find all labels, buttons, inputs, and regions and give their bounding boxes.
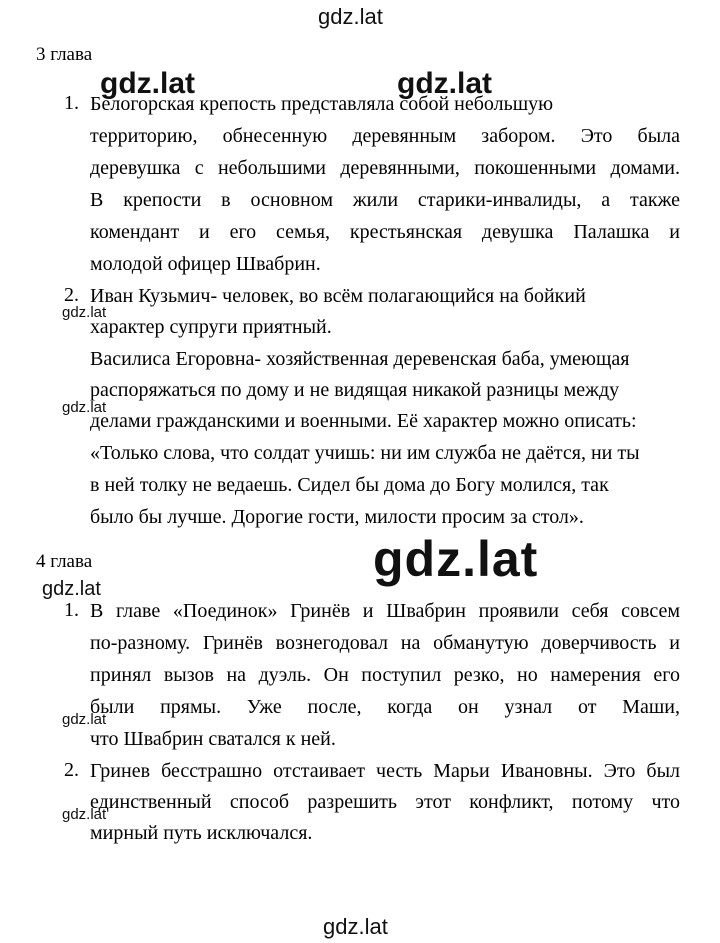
list-number: 1.: [64, 92, 79, 114]
watermark: gdz.lat: [318, 4, 383, 29]
text-line: «Только слова, что солдат учишь: ни им служба не даётся, ни ты: [90, 442, 640, 464]
watermark: gdz.lat: [323, 914, 388, 939]
watermark: gdz.lat: [62, 399, 107, 416]
text-line: по-разному. Гринёв вознегодовал на обманутую доверчивость и: [90, 632, 680, 654]
text-line: В главе «Поединок» Гринёв и Швабрин проявили себя совсем: [90, 600, 680, 622]
chapter-heading: 3 глава: [36, 44, 93, 65]
text-line: делами гражданскими и военными. Её характер можно описать:: [90, 410, 637, 432]
text-line: характер супруги приятный.: [90, 316, 332, 338]
list-number: 2.: [64, 284, 79, 306]
watermark: gdz.lat: [100, 67, 195, 100]
text-line: что Швабрин сватался к ней.: [90, 728, 336, 750]
list-number: 2.: [64, 759, 79, 781]
list-number: 1.: [64, 599, 79, 621]
text-line: В крепости в основном жили старики-инвалиды, а также: [90, 189, 680, 211]
text-line: Гринев бесстрашно отстаивает честь Марьи Ивановны. Это был: [90, 760, 680, 782]
text-line: молодой офицер Швабрин.: [90, 253, 321, 275]
text-line: в ней толку не ведаешь. Сидел бы дома до Богу молился, так: [90, 474, 609, 496]
watermark: gdz.lat: [42, 578, 101, 600]
text-line: деревушка с небольшими деревянными, покошенными домами.: [90, 157, 680, 179]
text-line: принял вызов на дуэль. Он поступил резко, но намерения его: [90, 664, 680, 686]
chapter-heading: 4 глава: [36, 551, 93, 572]
text-line: было бы лучше. Дорогие гости, милости просим за стол».: [90, 506, 584, 528]
text-line: комендант и его семья, крестьянская девушка Палашка и: [90, 221, 680, 243]
text-line: территорию, обнесенную деревянным забором. Это была: [90, 125, 680, 147]
text-line: Иван Кузьмич- человек, во всём полагающийся на бойкий: [90, 285, 586, 307]
watermark: gdz.lat: [62, 304, 107, 321]
text-line: распоряжаться по дому и не видящая никакой разницы между: [90, 379, 620, 401]
text-line: Василиса Егоровна- хозяйственная деревенская баба, умеющая: [90, 348, 630, 370]
text-line: были прямы. Уже после, когда он узнал от Маши,: [90, 696, 680, 718]
watermark: gdz.lat: [397, 67, 492, 100]
watermark: gdz.lat: [62, 806, 107, 823]
text-line: единственный способ разрешить этот конфликт, потому что: [90, 791, 680, 813]
watermark: gdz.lat: [62, 711, 107, 728]
watermark: gdz.lat: [373, 531, 539, 587]
text-line: мирный путь исключался.: [90, 822, 313, 844]
text-line: Белогорская крепость представляла собой небольшую: [90, 93, 554, 115]
